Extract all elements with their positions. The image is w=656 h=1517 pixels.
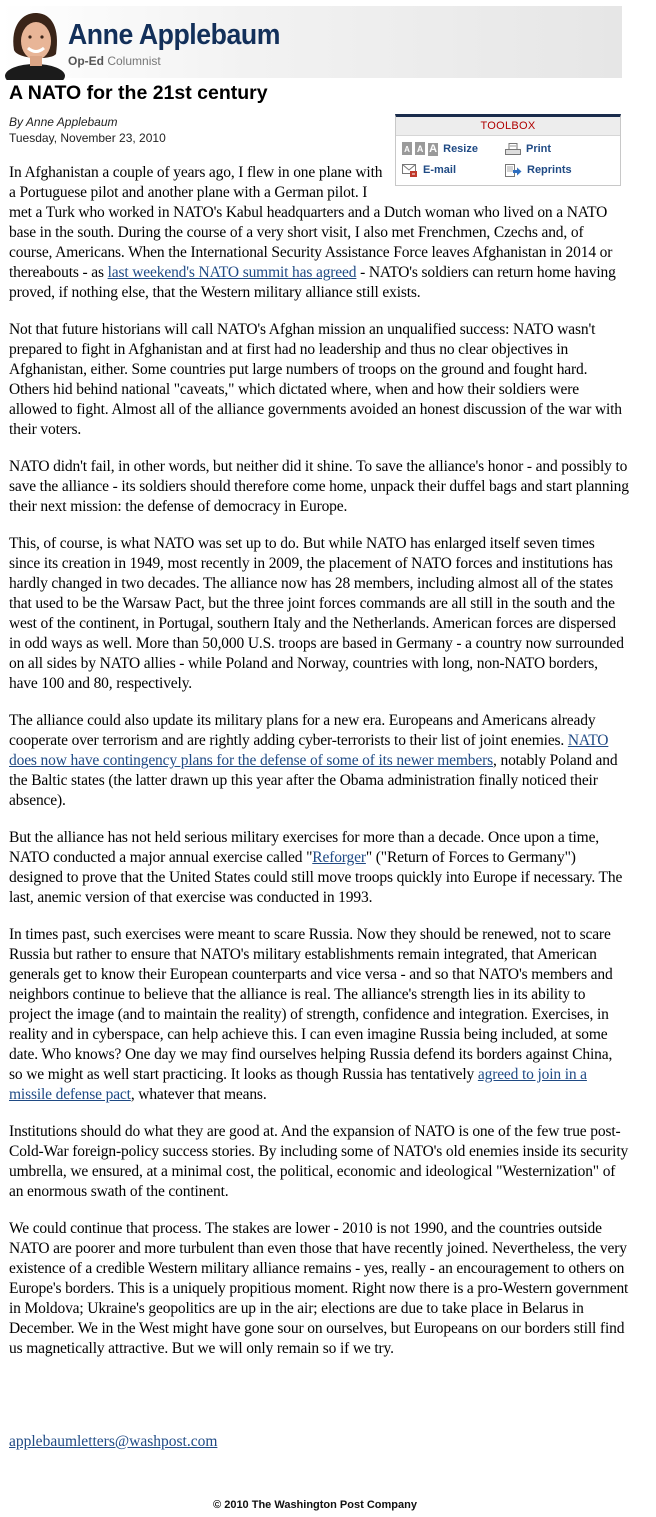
missile-defense-link[interactable]: agreed to join in a missile defense pact (9, 1066, 587, 1103)
columnist-banner (0, 6, 622, 78)
paragraph: Institutions should do what they are good at. And the expansion of NATO is one of the few true post-Cold-War foreign-policy success stories. By including some of NATO's old enemies inside its security umbrella, we ensured, at a minimal cost, the political, economic and ideological "Westernization" of an enormous swath of the continent. (9, 1123, 629, 1200)
paragraph: NATO didn't fail, in other words, but neither did it shine. To save the alliance's honor - and possibly to save the alliance - its soldiers should therefore come home, unpack their duffel bags and start planning their next mission: the defense of democracy in Europe. (9, 458, 629, 515)
paragraph (9, 828, 629, 908)
columnist-name: Anne Applebaum (68, 19, 280, 51)
toolbox-heading: TOOLBOX (396, 117, 620, 136)
copyright-footer: © 2010 The Washington Post Company (213, 1499, 417, 1511)
paragraph-text: In times past, such exercises were meant to scare Russia. Now they should be renewed, not to scare Russia but rather to ensure that NATO's military establishments remain integrated, that American generals get to know their European counterparts and vice versa - and so that NATO's members and neighbors continue to believe that the alliance is real. The alliance's strength lies in its ability to project the image (and to maintain the reality) of strength, confidence and integration. Exercises, in reality and in cyberspace, can help achieve this. I can even imagine Russia being included, at some date. Who knows? One day we may find ourselves helping Russia defend its borders against China, so we might as well start practicing. It looks as though Russia has tentatively (9, 926, 613, 1083)
paragraph-text: In Afghanistan a couple of years ago, I flew in one plane with a Portuguese pilot and another plane with a German pilot. I met a Turk who worked in NATO's Kabul headquarters and a Dutch woman who lived on a NATO base in the south. During the course of a very short visit, I also met Frenchmen, Czechs and, of course, Americans. When the International Security Assistance Force leaves Afghanistan in 2014 or thereabouts - as (9, 164, 613, 281)
print-button[interactable] (505, 142, 551, 156)
paragraph-text: " ("Return of Forces to Germany") designed to prove that the United States could still move troops quickly into Europe if necessary. The last, anemic version of that exercise was conducted in 1993. (9, 849, 623, 906)
resize-button[interactable] (402, 142, 478, 156)
paragraph-text: But the alliance has not held serious military exercises for more than a decade. Once upon a time, NATO conducted a major annual exercise called " (9, 829, 600, 866)
byline: By Anne Applebaum (9, 115, 118, 129)
resize-text-icon (402, 142, 438, 156)
paragraph (9, 711, 629, 811)
paragraph-text: , whatever that means. (130, 1086, 267, 1103)
paragraph: Not that future historians will call NATO's Afghan mission an unqualified success: NATO wasn't prepared to fight in Afghanistan and at first had no leadership and thus no clear objectives in Afghanistan, either. Some countries put large numbers of troops on the ground and fought hard. Others hid behind national "caveats," which dictated where, when and how their soldiers were allowed to fight. Almost all of the alliance governments avoided an honest discussion of the war with their voters. (9, 321, 622, 438)
article-body (9, 163, 629, 1376)
nato-summit-link[interactable]: last weekend's NATO summit has agreed (107, 264, 357, 281)
article-title: A NATO for the 21st century (9, 82, 268, 104)
paragraph: This, of course, is what NATO was set up to do. But while NATO has enlarged itself seven times since its creation in 1949, most recently in 2009, the placement of NATO forces and institutions has hardly changed in two decades. The alliance now has 28 members, including almost all of the states that used to be the Warsaw Pact, but the three joint forces commands are all still in the south and the west of the continent, in Portugal, southern Italy and the Netherlands. American forces are dispersed in odd ways as well. More than 50,000 U.S. troops are based in Germany - a country now surrounded on all sides by NATO allies - while Poland and Norway, countries with long, non-NATO borders, have 100 and 80, respectively. (9, 535, 624, 692)
reprints-label: Reprints (527, 164, 572, 176)
reforger-link[interactable]: Reforger (312, 849, 366, 866)
paragraph-text: The alliance could also update its military plans for a new era. Europeans and Americans already cooperate over terrorism and are rightly adding cyber-terrorists to their list of joint enemies. (9, 712, 596, 749)
resize-glyph-medium: A (416, 144, 424, 154)
paragraph: We could continue that process. The stakes are lower - 2010 is not 1990, and the countries outside NATO are poorer and more turbulent than even those that have recently joined. Nevertheless, the very existence of a credible Western military alliance remains - yes, really - an encouragement to others on Europe's borders. This is a uniquely propitious moment. Right now there is a pro-Western government in Moldova; Ukraine's geopolitics are up in the air; elections are due to take place in Belarus in December. We in the West might have gone sour on ourselves, but Europeans on our borders still find us magnetically attractive. But we will only remain so if we try. (9, 1220, 629, 1357)
role-bold: Op-Ed (68, 54, 104, 68)
resize-glyph-large: A (429, 143, 438, 155)
resize-label: Resize (443, 143, 478, 155)
contact-email-link[interactable]: applebaumletters@washpost.com (9, 1433, 218, 1450)
columnist-photo (4, 10, 66, 80)
resize-glyph-small: A (402, 142, 412, 155)
toolbox-float-spacer (389, 163, 629, 191)
role-rest: Columnist (107, 54, 161, 68)
printer-icon (505, 143, 521, 156)
paragraph-text: , notably Poland and the Baltic states (the latter drawn up this year after the Obama administration finally noticed their absence). (9, 752, 618, 809)
publish-date: Tuesday, November 23, 2010 (9, 131, 166, 145)
columnist-role (68, 54, 161, 68)
contingency-plans-link[interactable]: NATO does now have contingency plans for the defense of some of its newer members (9, 732, 609, 769)
paragraph-text: - NATO's soldiers can return home having proved, if nothing else, that the Western military alliance still exists. (9, 264, 616, 301)
paragraph (9, 925, 629, 1105)
print-label: Print (526, 143, 552, 155)
email-label: E-mail (423, 164, 457, 176)
